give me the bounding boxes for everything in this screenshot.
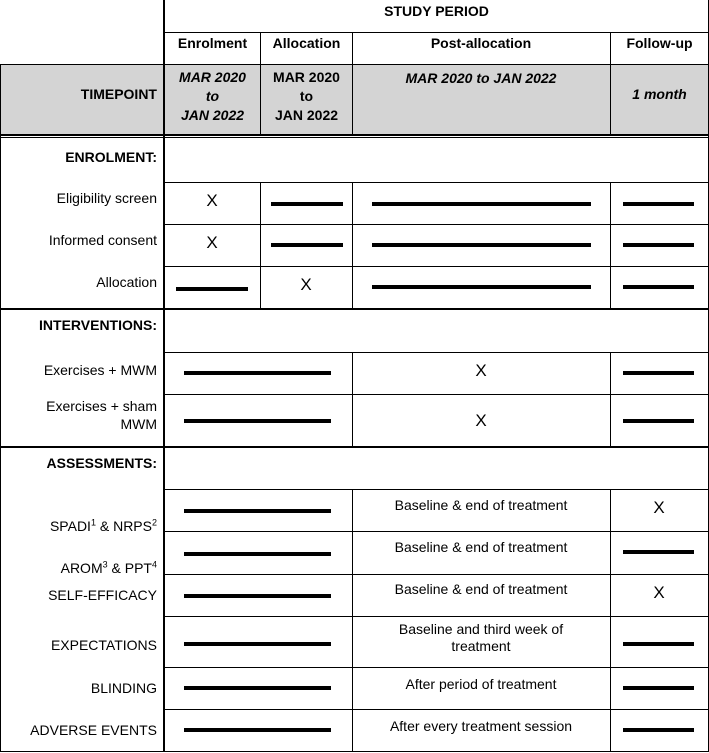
rule bbox=[164, 574, 709, 575]
ppt-text: & PPT bbox=[107, 560, 152, 576]
bar-sham-enrolment-allocation bbox=[184, 419, 331, 423]
section-assessments: ASSESSMENTS: bbox=[46, 455, 157, 471]
rule bbox=[610, 32, 611, 136]
rule bbox=[260, 32, 261, 136]
bar-expectations-follow-up bbox=[623, 642, 694, 646]
rule bbox=[164, 531, 709, 532]
rule bbox=[352, 352, 353, 446]
bar-allocation-follow-up bbox=[623, 285, 694, 289]
adverse-post-allocation-text: After every treatment session bbox=[389, 718, 573, 734]
rule bbox=[0, 446, 709, 448]
arom-footnote-3: 3 bbox=[102, 559, 108, 570]
ppt-footnote-4: 4 bbox=[151, 559, 157, 570]
x-mwm-post-allocation: X bbox=[475, 361, 487, 380]
row-eligibility-screen: Eligibility screen bbox=[56, 190, 157, 206]
bar-self-efficacy-enrolment-allocation bbox=[184, 594, 331, 598]
bar-mwm-enrolment-allocation bbox=[184, 371, 331, 375]
nrps-footnote-2: 2 bbox=[151, 517, 157, 528]
bar-blinding-follow-up bbox=[623, 686, 694, 690]
section-interventions: INTERVENTIONS: bbox=[39, 317, 157, 333]
rule bbox=[0, 64, 1, 752]
row-expectations: EXPECTATIONS bbox=[50, 637, 157, 653]
row-self-efficacy: SELF-EFFICACY bbox=[48, 587, 157, 603]
self-efficacy-post-allocation-text: Baseline & end of treatment bbox=[394, 581, 568, 597]
rule bbox=[164, 709, 709, 710]
section-enrolment: ENROLMENT: bbox=[65, 149, 157, 165]
rule bbox=[352, 182, 353, 308]
bar-eligibility-post-allocation bbox=[372, 202, 591, 206]
row-exercises-mwm: Exercises + MWM bbox=[43, 362, 157, 378]
rule bbox=[164, 667, 709, 668]
rule bbox=[352, 489, 353, 751]
study-period-heading: STUDY PERIOD bbox=[384, 3, 489, 19]
arom-text: AROM bbox=[60, 560, 103, 576]
timepoint-enrolment: MAR 2020 to JAN 2022 bbox=[179, 69, 246, 123]
rule bbox=[164, 266, 709, 267]
bar-expectations-enrolment-allocation bbox=[184, 642, 331, 646]
row-spadi-nrps bbox=[0, 502, 157, 534]
blinding-post-allocation-text: After period of treatment bbox=[405, 676, 557, 692]
bar-spadi-enrolment-allocation bbox=[184, 509, 331, 513]
rule bbox=[610, 352, 611, 446]
rule bbox=[610, 182, 611, 308]
bar-consent-follow-up bbox=[623, 243, 694, 247]
rule bbox=[164, 182, 709, 183]
row-blinding: BLINDING bbox=[90, 680, 157, 696]
rule bbox=[164, 489, 709, 490]
bar-consent-post-allocation bbox=[372, 243, 591, 247]
row-arom-ppt bbox=[0, 544, 157, 576]
bar-eligibility-allocation bbox=[271, 202, 343, 206]
bar-adverse-enrolment-allocation bbox=[184, 728, 331, 732]
row-adverse-events: ADVERSE EVENTS bbox=[30, 722, 157, 738]
timepoint-label: TIMEPOINT bbox=[80, 86, 157, 102]
bar-eligibility-follow-up bbox=[623, 202, 694, 206]
bar-sham-follow-up bbox=[623, 419, 694, 423]
col-follow-up-header: Follow-up bbox=[626, 35, 693, 51]
rule bbox=[164, 224, 709, 225]
bar-allocation-enrolment bbox=[176, 287, 248, 291]
bar-blinding-enrolment-allocation bbox=[184, 686, 331, 690]
rule bbox=[164, 32, 709, 33]
row-allocation: Allocation bbox=[96, 274, 157, 290]
x-eligibility-enrolment: X bbox=[206, 191, 218, 210]
bar-allocation-post-allocation bbox=[372, 285, 591, 289]
bar-consent-allocation bbox=[271, 243, 343, 247]
rule bbox=[163, 0, 165, 752]
timepoint-allocation: MAR 2020 to JAN 2022 bbox=[273, 69, 340, 123]
bar-mwm-follow-up bbox=[623, 371, 694, 375]
rule bbox=[0, 751, 709, 752]
x-spadi-follow-up: X bbox=[653, 498, 665, 517]
x-allocation-allocation: X bbox=[300, 275, 312, 294]
nrps-text: & NRPS bbox=[95, 518, 152, 534]
col-allocation-header: Allocation bbox=[272, 35, 341, 51]
bar-arom-follow-up bbox=[623, 550, 694, 554]
rule bbox=[0, 134, 709, 136]
rule bbox=[0, 308, 709, 310]
bar-adverse-follow-up bbox=[623, 728, 694, 732]
x-self-efficacy-follow-up: X bbox=[653, 583, 665, 602]
spadi-post-allocation-text: Baseline & end of treatment bbox=[394, 497, 568, 513]
expectations-post-allocation-text: Baseline and third week of treatment bbox=[398, 621, 564, 654]
arom-post-allocation-text: Baseline & end of treatment bbox=[394, 539, 568, 555]
timepoint-follow-up: 1 month bbox=[632, 86, 687, 102]
rule bbox=[352, 32, 353, 136]
rule bbox=[164, 394, 709, 395]
spadi-text: SPADI bbox=[49, 518, 91, 534]
col-enrolment-header: Enrolment bbox=[177, 35, 248, 51]
x-consent-enrolment: X bbox=[206, 233, 218, 252]
rule bbox=[164, 352, 709, 353]
rule bbox=[0, 64, 709, 65]
bar-arom-enrolment-allocation bbox=[184, 552, 331, 556]
x-sham-post-allocation: X bbox=[475, 411, 487, 430]
rule bbox=[610, 489, 611, 751]
rule bbox=[164, 616, 709, 617]
spadi-footnote-1: 1 bbox=[90, 517, 96, 528]
rule bbox=[260, 182, 261, 308]
timepoint-post-allocation: MAR 2020 to JAN 2022 bbox=[405, 70, 557, 86]
row-exercises-sham-mwm: Exercises + sham MWM bbox=[46, 398, 157, 432]
col-post-allocation-header: Post-allocation bbox=[430, 35, 532, 51]
row-informed-consent: Informed consent bbox=[48, 232, 157, 248]
rule bbox=[0, 137, 709, 138]
